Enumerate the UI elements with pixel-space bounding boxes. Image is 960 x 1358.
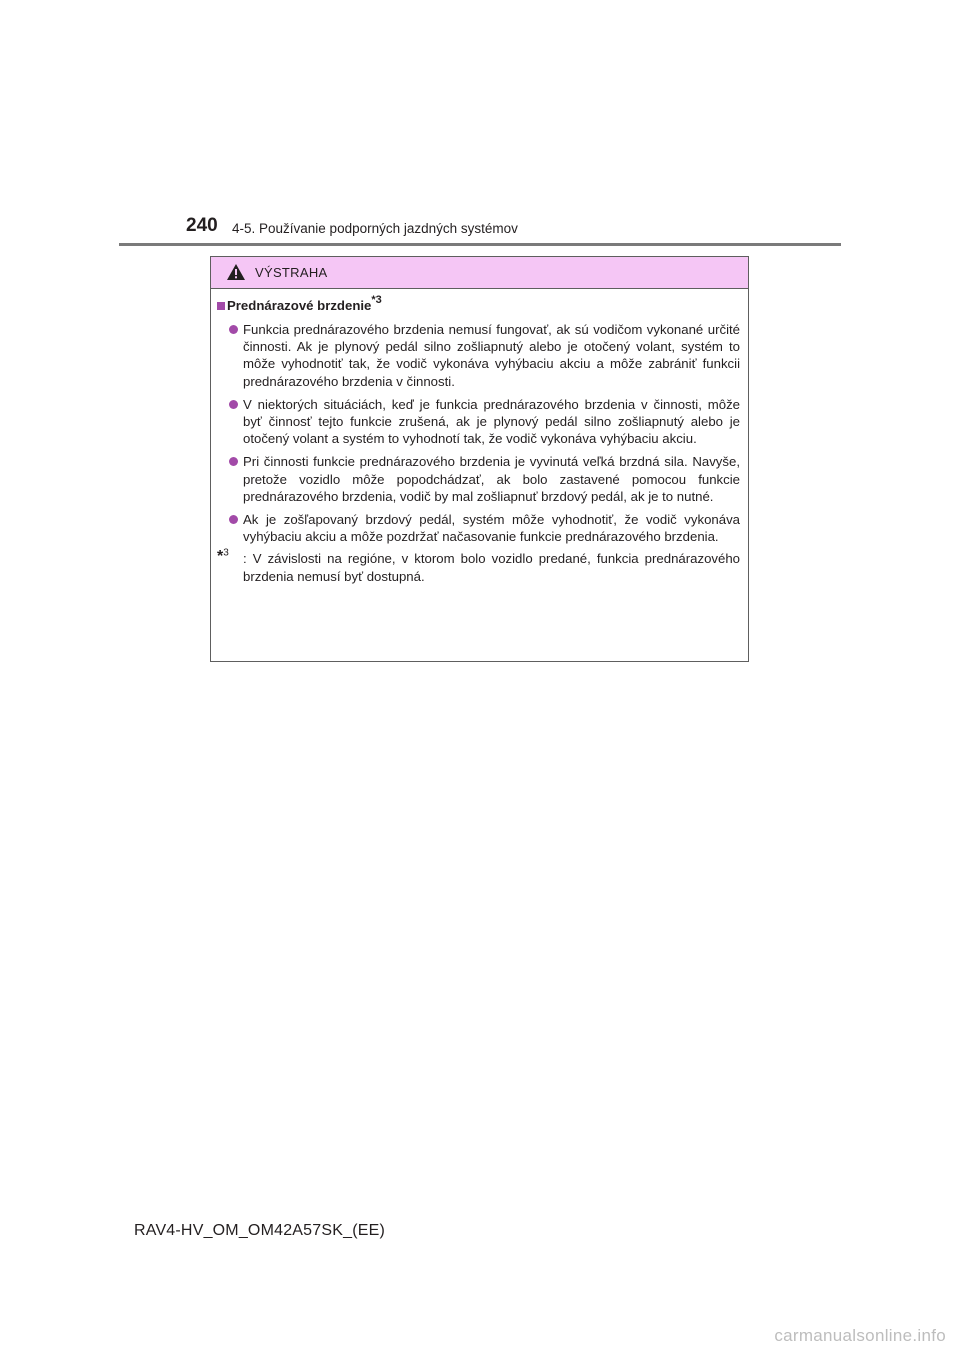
bullet-item — [217, 321, 740, 390]
bullet-dot-icon — [229, 515, 238, 524]
bullet-text: V niektorých situáciách, keď je funkcia prednárazového brzdenia v činnosti, môže byť činnosť tejto funkcie zrušená, ak je plynový pedál silno zošliapnutý alebo je otočený volant a systém to vyhodnotí tak, že vodič vykonáva vyhýbaciu akciu. — [243, 396, 740, 447]
section-title: 4-5. Používanie podporných jazdných systémov — [232, 221, 518, 236]
watermark: carmanualsonline.info — [774, 1326, 946, 1345]
bullet-item — [217, 511, 740, 545]
footnote-star: * — [217, 548, 224, 566]
bullet-item — [217, 453, 740, 505]
footnote-text: : V závislosti na regióne, v ktorom bolo vozidlo predané, funkcia prednárazového brzdenia nemusí byť dostupná. — [243, 551, 740, 585]
bullet-dot-icon — [229, 400, 238, 409]
subsection-heading — [217, 293, 740, 315]
footnote — [217, 550, 740, 586]
footnote-marker — [217, 548, 229, 566]
warning-header — [211, 257, 748, 289]
page-number: 240 — [186, 215, 218, 236]
bullet-dot-icon — [229, 325, 238, 334]
bullet-text: Ak je zošľapovaný brzdový pedál, systém môže vyhodnotiť, že vodič vykonáva vyhýbaciu akciu a môže pozdržať načasovanie funkcie prednárazového brzdenia. — [243, 512, 740, 545]
bullet-text: Pri činnosti funkcie prednárazového brzdenia je vyvinutá veľká brzdná sila. Navyše, pretože vozidlo môže popodchádzať, ak bolo zastavené pomocou funkcie prednárazového brzdenia, vodič by mal zošliapnuť brzdový pedál, ak je to nutné. — [243, 454, 740, 504]
subsection-heading-text: Prednárazové brzdenie — [227, 298, 372, 313]
warning-box — [210, 256, 749, 662]
warning-triangle-icon — [226, 263, 246, 281]
warning-title: VÝSTRAHA — [255, 265, 328, 280]
square-bullet-icon — [217, 302, 225, 310]
document-code: RAV4-HV_OM_OM42A57SK_(EE) — [134, 1222, 386, 1239]
footnote-number: 3 — [223, 548, 229, 560]
header-divider — [119, 243, 841, 246]
bullet-dot-icon — [229, 457, 238, 466]
warning-body — [211, 289, 748, 586]
heading-footnote-ref: *3 — [371, 293, 382, 306]
bullet-item — [217, 396, 740, 448]
bullet-text: Funkcia prednárazového brzdenia nemusí fungovať, ak sú vodičom vykonané určité činnosti. Ak je plynový pedál silno zošliapnutý alebo je otočený volant, systém to môže vyhodnotiť tak, že vodič vykonáva vyhýbaciu akciu a môže zabrániť funkcii prednárazového brzdenia v činnosti. — [243, 322, 740, 389]
